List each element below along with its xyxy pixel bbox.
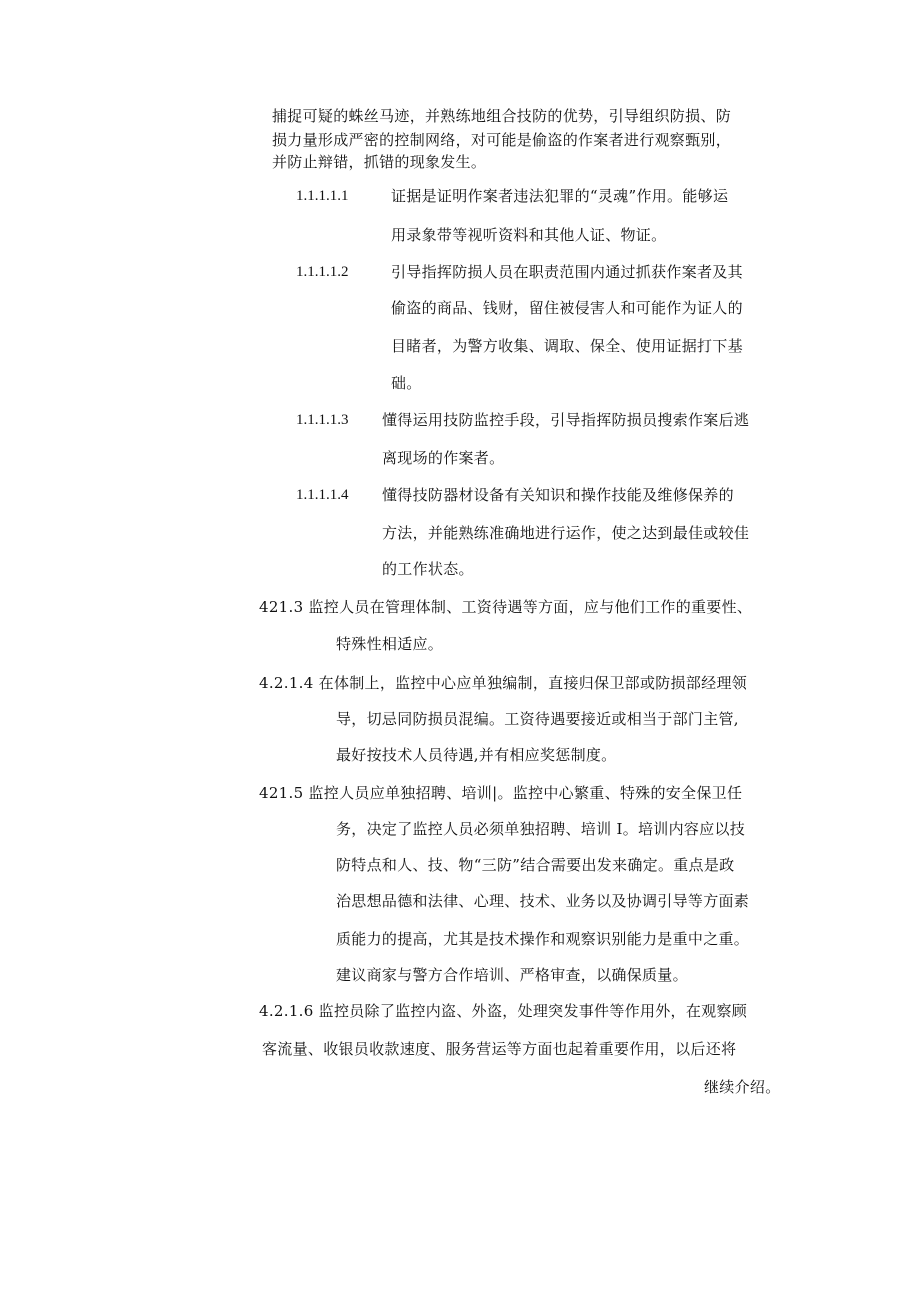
sub-item-2-line-4: 础。 — [391, 374, 422, 392]
sub-item-3-line-1: 懂得运用技防监控手段，引导指挥防损员搜索作案后逃 — [382, 411, 750, 429]
section-3-line-3: 防特点和人、技、物“三防”结合需要出发来确定。重点是政 — [336, 856, 735, 874]
intro-line-1: 捕捉可疑的蛛丝马迹，并熟练地组合技防的优势，引导组织防损、防 — [272, 107, 732, 125]
sub-item-1-number: 1.1.1.1.1 — [296, 188, 349, 204]
section-1-line-2: 特殊性相适应。 — [336, 635, 444, 653]
sub-item-3-number: 1.1.1.1.3 — [296, 412, 349, 428]
section-3-line-5: 质能力的提高，尤其是技术操作和观察识别能力是重中之重。 — [336, 930, 750, 948]
section-2-line-1: 4.2.1.4 在体制上，监控中心应单独编制，直接归保卫部或防损部经理领 — [259, 674, 748, 692]
sub-item-2-line-1: 引导指挥防损人员在职责范围内通过抓获作案者及其 — [391, 263, 743, 281]
section-4-line-3: 继续介绍。 — [704, 1078, 781, 1096]
sub-item-4-line-1: 懂得技防器材设备有关知识和操作技能及维修保养的 — [382, 486, 734, 504]
section-2-line-2: 导，切忌同防损员混编。工资待遇要接近或相当于部门主管, — [336, 710, 739, 728]
section-3-line-4: 治思想品德和法律、心理、技术、业务以及协调引导等方面素 — [336, 892, 750, 910]
section-3-line-6: 建议商家与警方合作培训、严格审查，以确保质量。 — [336, 966, 688, 984]
section-3-line-2: 务，决定了监控人员必须单独招聘、培训 I。培训内容应以技 — [336, 820, 746, 838]
section-3-line-1: 421.5 监控人员应单独招聘、培训|。监控中心繁重、特殊的安全保卫任 — [259, 784, 743, 802]
sub-item-1-line-2: 用录象带等视听资料和其他人证、物证。 — [391, 226, 667, 244]
sub-item-4-number: 1.1.1.1.4 — [296, 487, 349, 503]
section-4-line-2: 客流量、收银员收款速度、服务营运等方面也起着重要作用，以后还将 — [262, 1040, 737, 1058]
sub-item-2-line-3: 目睹者，为警方收集、调取、保全、使用证据打下基 — [391, 337, 743, 355]
sub-item-3-line-2: 离现场的作案者。 — [382, 449, 505, 467]
section-4-line-1: 4.2.1.6 监控员除了监控内盗、外盗，处理突发事件等作用外，在观察顾 — [259, 1002, 748, 1020]
sub-item-4-line-3: 的工作状态。 — [382, 560, 474, 578]
section-2-line-3: 最好按技术人员待遇,并有相应奖惩制度。 — [336, 746, 617, 764]
intro-line-2: 损力量形成严密的控制网络，对可能是偷盗的作案者进行观察甄别， — [272, 131, 732, 149]
section-1-line-1: 421.3 监控人员在管理体制、工资待遇等方面，应与他们工作的重要性、 — [259, 598, 753, 616]
sub-item-1-line-1: 证据是证明作案者违法犯罪的“灵魂”作用。能够运 — [391, 187, 729, 205]
sub-item-2-number: 1.1.1.1.2 — [296, 264, 349, 280]
sub-item-4-line-2: 方法，并能熟练准确地进行运作，使之达到最佳或较佳 — [382, 524, 750, 542]
intro-line-3: 并防止辩错，抓错的现象发生。 — [272, 153, 487, 171]
sub-item-2-line-2: 偷盗的商品、钱财，留住被侵害人和可能作为证人的 — [391, 299, 743, 317]
